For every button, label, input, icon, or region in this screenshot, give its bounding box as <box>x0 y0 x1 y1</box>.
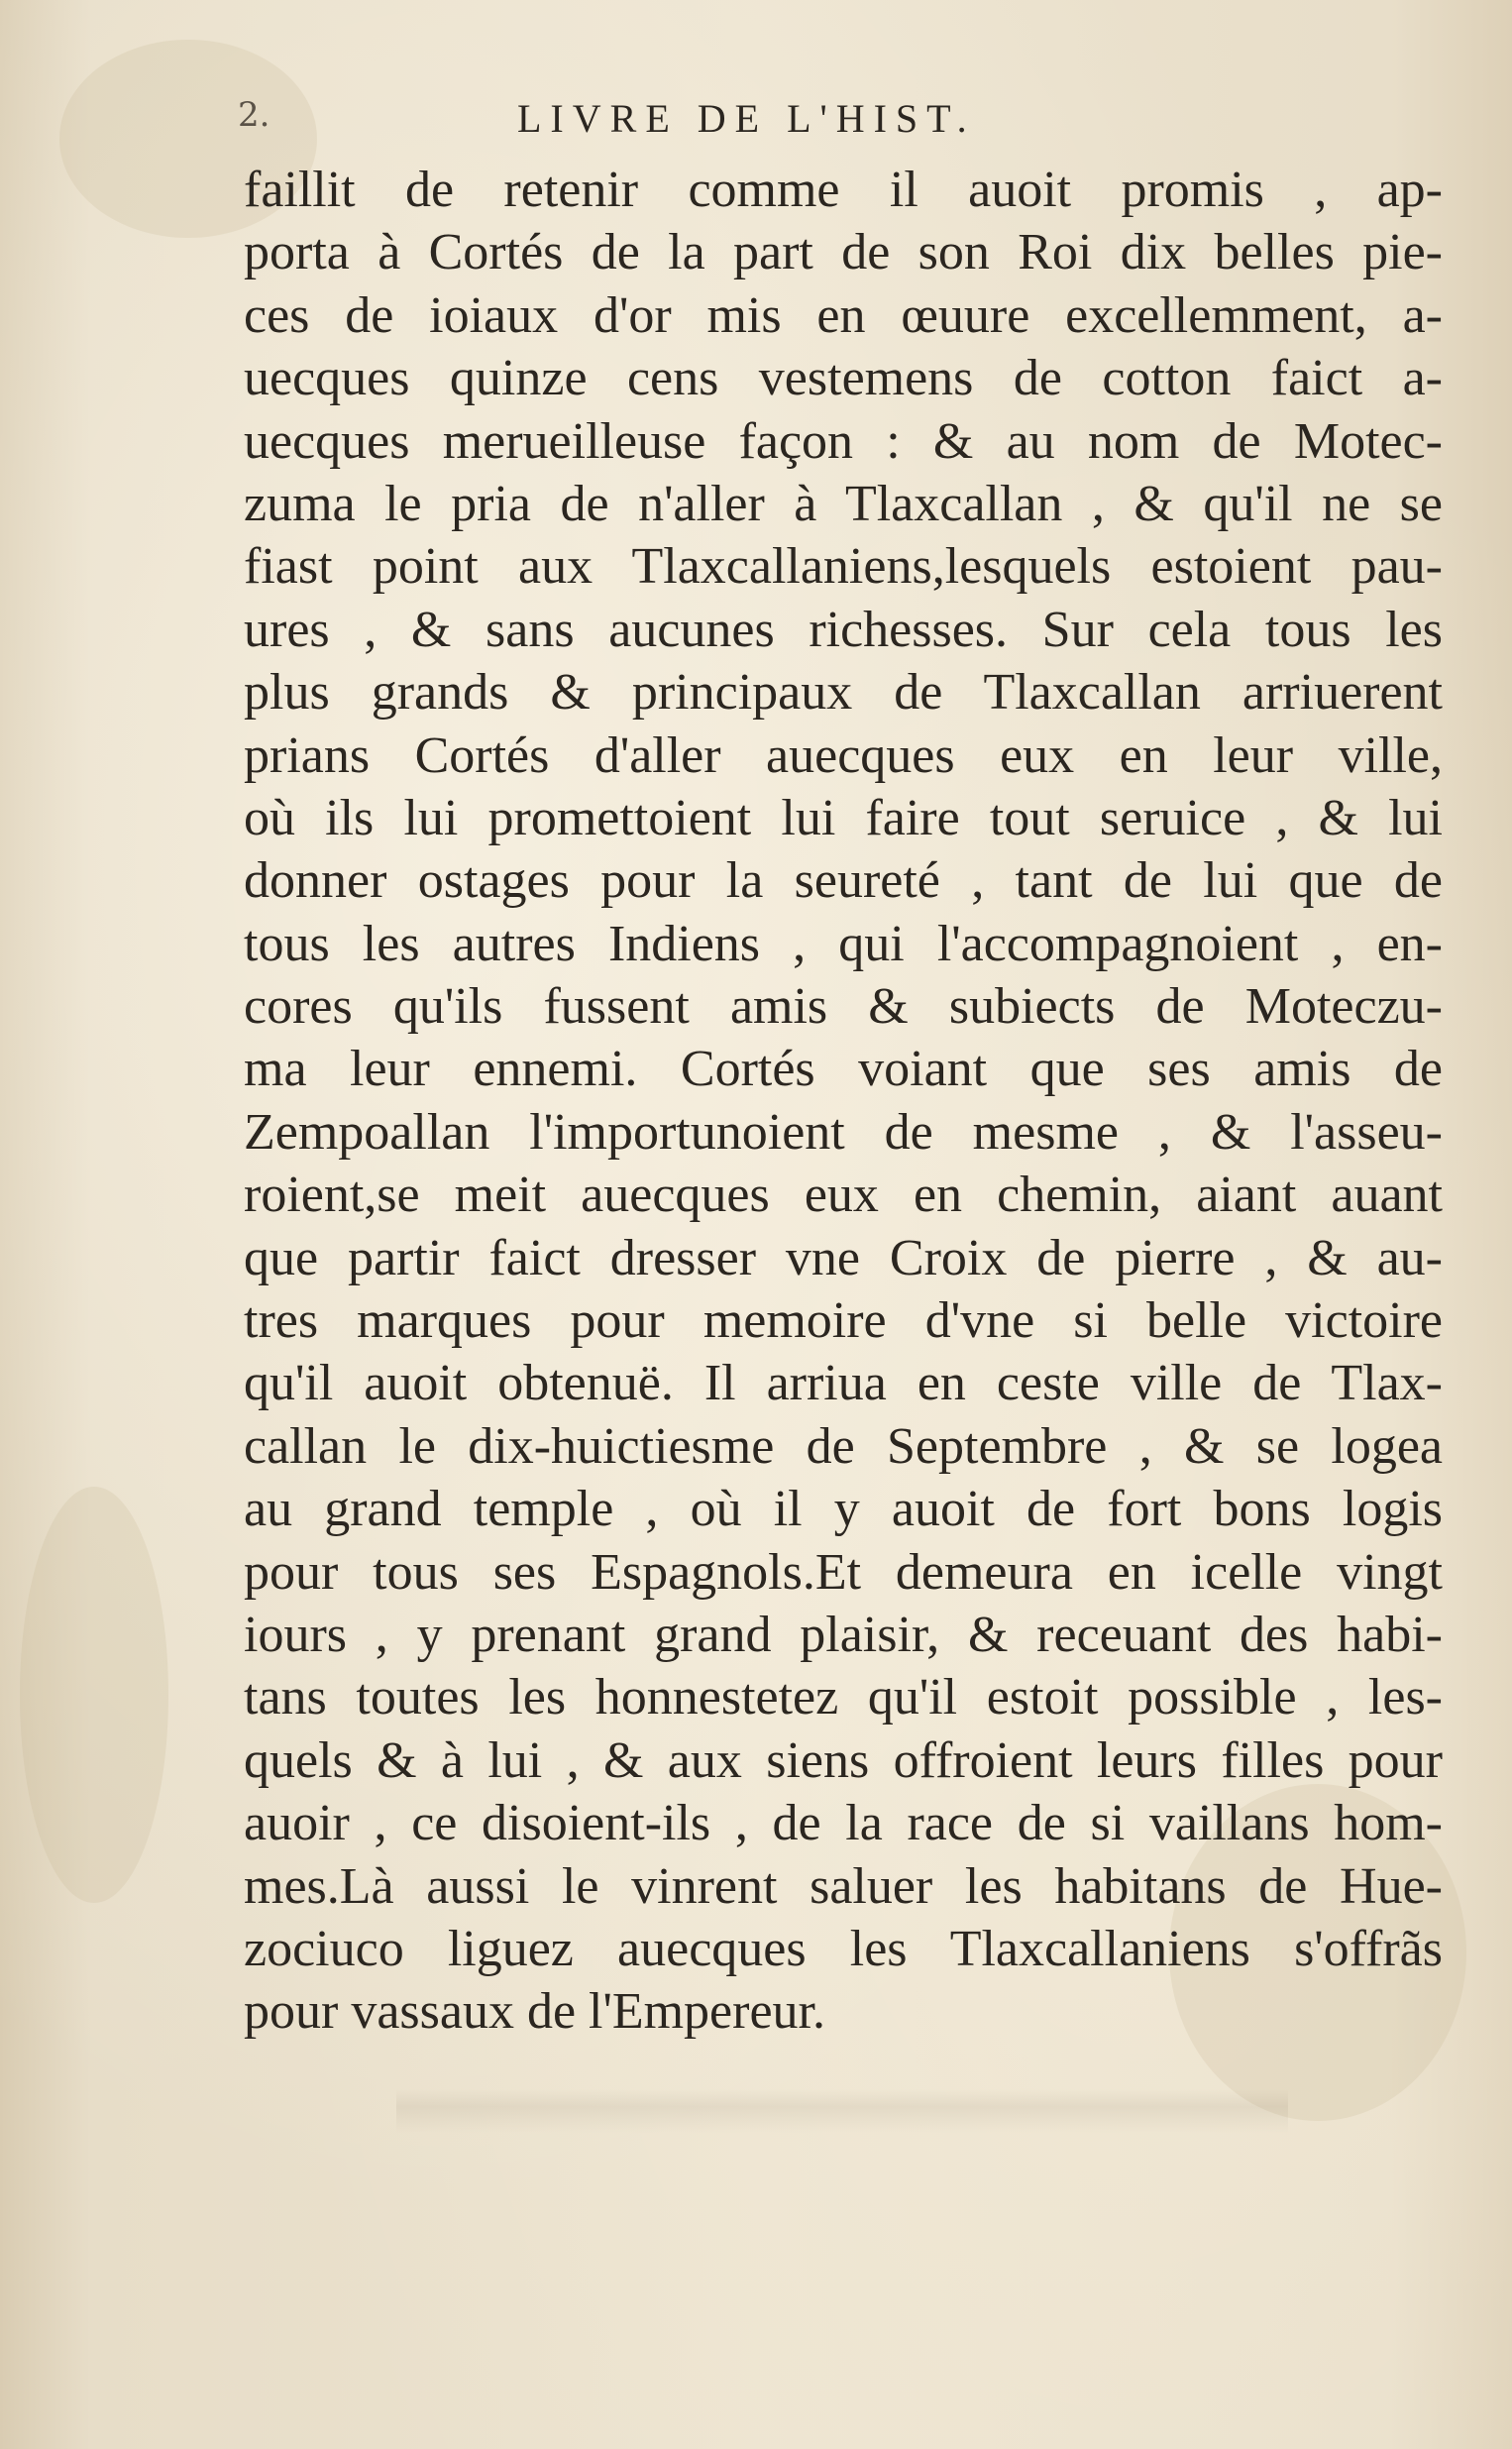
text-line: zuma le pria de n'aller à Tlaxcallan , & qu'il ne se <box>244 475 1443 532</box>
text-line: Zempoallan l'importunoient de mesme , & l'asseu- <box>244 1103 1443 1161</box>
text-line: où ils lui promettoient lui faire tout seruice , & lui <box>244 789 1443 846</box>
text-line: donner ostages pour la seureté , tant de lui que de <box>244 852 1443 910</box>
text-line: quels & à lui , & aux siens offroient leurs filles pour <box>244 1731 1443 1789</box>
running-head-title: LIVRE DE L'HIST. <box>517 96 976 141</box>
text-line: qu'il auoit obtenuë. Il arriua en ceste ville de Tlax- <box>244 1355 1443 1412</box>
text-line: porta à Cortés de la part de son Roi dix belles pie- <box>244 224 1443 281</box>
text-line: au grand temple , où il y auoit de fort bons logis <box>244 1481 1443 1538</box>
text-line: pour tous ses Espagnols.Et demeura en icelle vingt <box>244 1543 1443 1601</box>
paper-stain <box>20 1487 168 1903</box>
text-line: pour vassaux de l'Empereur. <box>244 1983 825 2041</box>
text-line: auoir , ce disoient-ils , de la race de si vaillans hom- <box>244 1795 1443 1852</box>
text-line: callan le dix-huictiesme de Septembre , & se logea <box>244 1417 1443 1475</box>
text-line: zociuco liguez auecques les Tlaxcallaniens s'offrãs <box>244 1920 1443 1977</box>
text-line: ures , & sans aucunes richesses. Sur cela tous les <box>244 601 1443 658</box>
text-line: faillit de retenir comme il auoit promis , ap- <box>244 162 1443 218</box>
text-line: tres marques pour memoire d'vne si belle victoire <box>244 1292 1443 1350</box>
text-line: prians Cortés d'aller auecques eux en leur ville, <box>244 726 1443 784</box>
running-head <box>238 95 1229 155</box>
text-line: plus grands & principaux de Tlaxcallan arriuerent <box>244 664 1443 722</box>
text-line: uecques merueilleuse façon : & au nom de Motec- <box>244 412 1443 470</box>
text-line: cores qu'ils fussent amis & subiects de Moteczu- <box>244 978 1443 1036</box>
body-text <box>244 159 1443 2044</box>
text-line: tans toutes les honnestetez qu'il estoit possible , les- <box>244 1669 1443 1726</box>
show-through-bleed <box>396 2089 1288 2133</box>
text-line: ces de ioiaux d'or mis en œuure excellemment, a- <box>244 286 1443 344</box>
text-line: ma leur ennemi. Cortés voiant que ses amis de <box>244 1041 1443 1098</box>
text-line: mes.Là aussi le vinrent saluer les habitans de Hue- <box>244 1857 1443 1915</box>
text-line: iours , y prenant grand plaisir, & receuant des habi- <box>244 1606 1443 1663</box>
text-line: roient,se meit auecques eux en chemin, aiant auant <box>244 1167 1443 1224</box>
text-line: fiast point aux Tlaxcallaniens,lesquels estoient pau- <box>244 538 1443 596</box>
text-line: tous les autres Indiens , qui l'accompagnoient , en- <box>244 915 1443 972</box>
text-line: uecques quinze cens vestemens de cotton faict a- <box>244 350 1443 407</box>
page-folio: 2. <box>238 95 270 135</box>
text-line: que partir faict dresser vne Croix de pierre , & au- <box>244 1229 1443 1286</box>
